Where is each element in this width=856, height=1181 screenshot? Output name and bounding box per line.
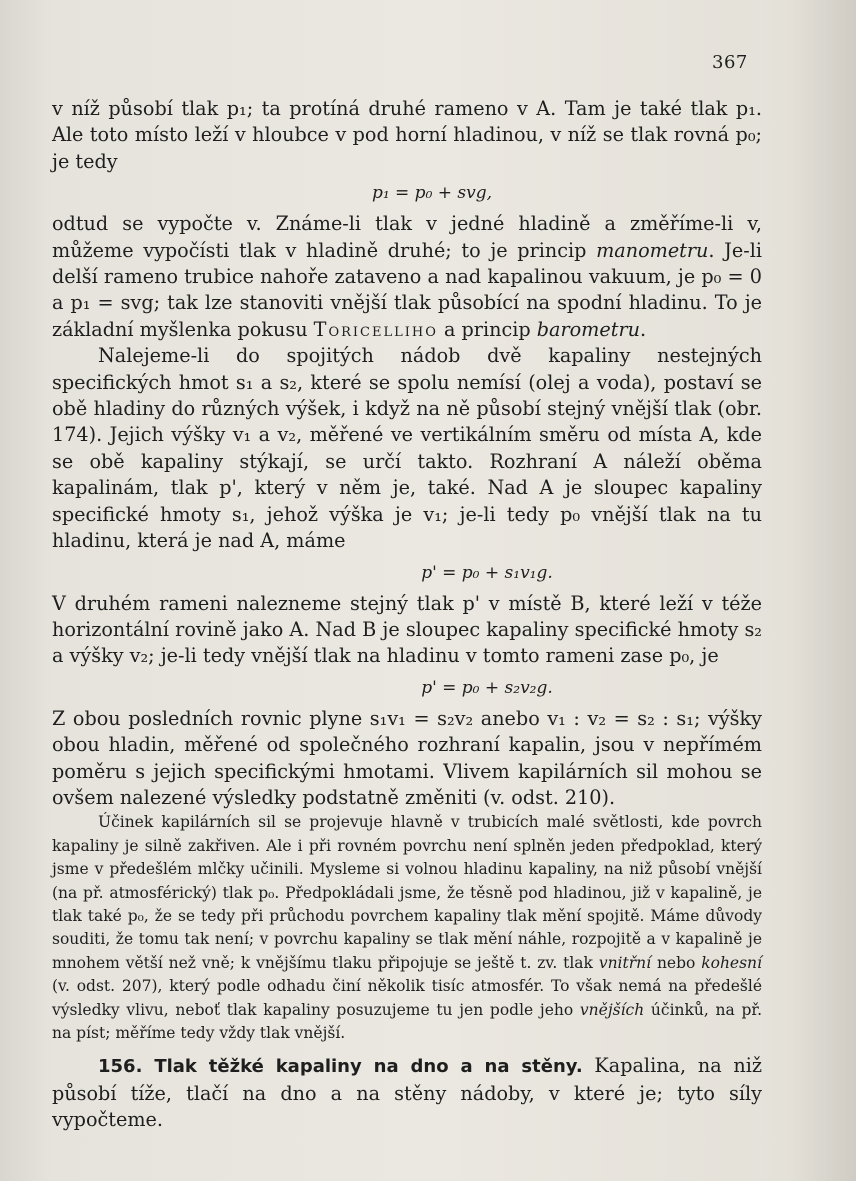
paragraph: v níž působí tlak p₁; ta protíná druhé rameno v A. Tam je také tlak p₁. Ale toto místo leží v hloubce v pod horní hladinou, v níž se tlak rovná p₀; je tedy: [52, 97, 762, 173]
text-run: účinků, na př. na píst; měříme tedy vždy tlak vnější.: [52, 1000, 762, 1042]
small-print-note: [52, 811, 762, 1045]
text-run: .: [639, 317, 647, 341]
text-run: nebo: [651, 953, 702, 972]
person-name: Toricelliho: [313, 317, 438, 341]
paragraph: Z obou posledních rovnic plyne s₁v₁ = s₂v₂ anebo v₁ : v₂ = s₂ : s₁; výšky obou hladin, měřené od společného rozhraní kapalin, jsou v nepřímém poměru s jejich specifickými hmotami. Vlivem kapilárních sil mohou se ovšem nalezené výsledky podstatně změniti (v. odst. 210).: [52, 706, 762, 809]
text-run: odtud se vypočte v. Známe-li tlak v jedné hladině a změříme-li v, můžeme vypočísti tlak v hladině druhé; to je princip: [52, 212, 762, 262]
equation: p' = p₀ + s₁v₁g.: [421, 562, 553, 583]
main-text: [52, 96, 762, 1134]
text-run: . Je-li delší rameno trubice nahoře zataveno a nad kapalinou vakuum, je p₀ = 0 a p₁ = svg; tak lze stanoviti vnější tlak působící na spodní hladinu. To je základní myšlenka pokusu: [52, 238, 762, 341]
paragraph: Nalejeme-li do spojitých nádob dvě kapaliny nestejných specifických hmot s₁ a s₂, které se spolu nemísí (olej a voda), postaví se obě hladiny do různých výšek, i když na ně působí stejný vnější tlak (obr. 174). Jejich výšky v₁ a v₂, měřené ve vertikálním směru od místa A, kde se obě kapaliny stýkají, se určí takto. Rozhraní A náleží oběma kapalinám, tlak p', který v něm je, také. Nad A je sloupec kapaliny specifické hmoty s₁, jehož výška je v₁; je-li tedy p₀ vnější tlak na tu hladinu, která je nad A, máme: [52, 344, 762, 553]
equation: p₁ = p₀ + svg,: [371, 183, 493, 204]
emphasis: vnitřní: [598, 953, 652, 972]
text-run: Kapalina, na niž působí tíže, tlačí na dno a na stěny nádoby, v které je; tyto síly vypočteme.: [52, 1054, 762, 1132]
page-number: 367: [712, 52, 748, 73]
paragraph: V druhém rameni nalezneme stejný tlak p' v místě B, které leží v téže horizontální rovině jako A. Nad B je sloupec kapaliny specifické hmoty s₂ a výšky v₂; je-li tedy vnější tlak na hladinu v tomto rameni zase p₀, je: [52, 591, 762, 668]
emphasis: barometru: [536, 317, 640, 341]
paragraph: [52, 211, 762, 343]
section-paragraph: [52, 1053, 762, 1133]
text-run: a princip: [437, 317, 537, 341]
section-heading: 156. Tlak těžké kapaliny na dno a na stěny.: [98, 1056, 583, 1078]
emphasis: vnějších: [579, 1000, 645, 1019]
text-run: (v. odst. 207), který podle odhadu činí několik tisíc atmosfér. To však nemá na předešlé výsledky vlivu, neboť tlak kapaliny posuzujeme tu jen podle jeho: [52, 977, 762, 1019]
equation: p' = p₀ + s₂v₂g.: [421, 677, 553, 698]
text-run: Účinek kapilárních sil se projevuje hlavně v trubicích malé světlosti, kde povrch kapaliny je silně zakřiven. Ale i při rovném povrchu není splněn jeden předpoklad, který jsme v předešlém mlčky učinili. Mysleme si volnou hladinu kapaliny, na niž působí vnější (na př. atmosférický) tlak p₀. Předpokládali jsme, že těsně pod hladinou, již v kapalině, je tlak také p₀, že se tedy při průchodu povrchem kapaliny tlak mění spojitě. Máme důvody souditi, že tomu tak není; v povrchu kapaliny se tlak mění náhle, rozpojitě a v kapalině je mnohem větší než vně; k vnějšímu tlaku připojuje se ještě t. zv. tlak: [52, 813, 762, 972]
emphasis: manometru: [596, 238, 709, 262]
emphasis: kohesní: [701, 953, 762, 972]
